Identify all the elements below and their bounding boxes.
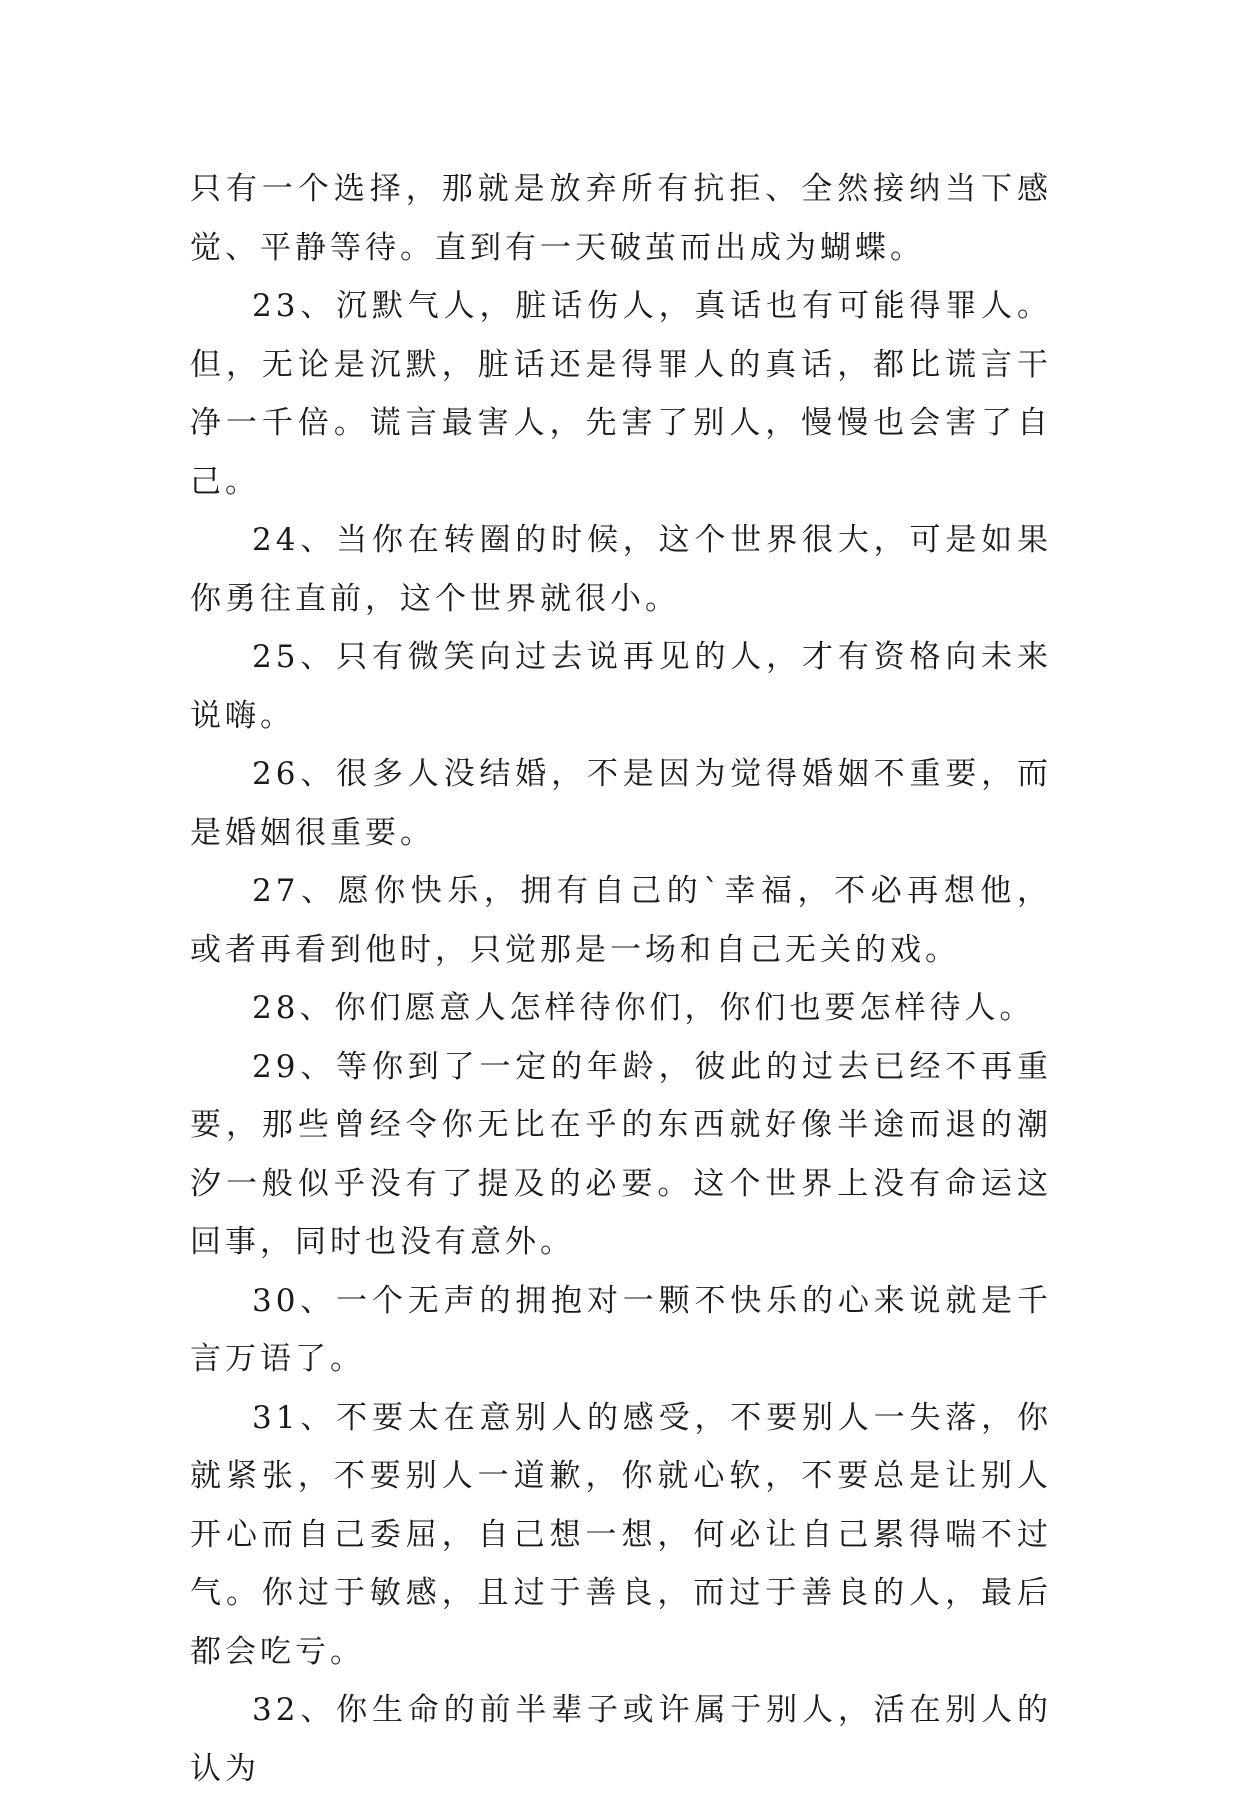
paragraph-24: 24、当你在转圈的时候，这个世界很大，可是如果你勇往直前，这个世界就很小。: [190, 522, 1052, 617]
paragraph-30: 30、一个无声的拥抱对一颗不快乐的心来说就是千言万语了。: [190, 1282, 1052, 1377]
paragraph-29: 29、等你到了一定的年龄，彼此的过去已经不再重要，那些曾经令你无比在乎的东西就好像半途而退的潮汐一般似乎没有了提及的必要。这个世界上没有命运这回事，同时也没有意外。: [190, 1048, 1052, 1260]
paragraph-32: 32、你生命的前半辈子或许属于别人，活在别人的认为: [190, 1692, 1052, 1787]
paragraph-26: 26、很多人没结婚，不是因为觉得婚姻不重要，而是婚姻很重要。: [190, 756, 1052, 851]
paragraph-31: 31、不要太在意别人的感受，不要别人一失落，你就紧张，不要别人一道歉，你就心软，不要总是让别人开心而自己委屈，自己想一想，何必让自己累得喘不过气。你过于敏感，且过于善良，而过于善良的人，最后都会吃亏。: [190, 1399, 1052, 1670]
paragraph-25: 25、只有微笑向过去说再见的人，才有资格向未来说嗨。: [190, 639, 1052, 734]
paragraph-continuation: 只有一个选择，那就是放弃所有抗拒、全然接纳当下感觉、平静等待。直到有一天破茧而出成为蝴蝶。: [190, 171, 1052, 266]
document-body: [190, 160, 1052, 1798]
paragraph-27: 27、愿你快乐，拥有自己的`幸福，不必再想他，或者再看到他时，只觉那是一场和自己无关的戏。: [190, 873, 1052, 968]
paragraph-23: 23、沉默气人，脏话伤人，真话也有可能得罪人。但，无论是沉默，脏话还是得罪人的真话，都比谎言干净一千倍。谎言最害人，先害了别人，慢慢也会害了自己。: [190, 288, 1052, 500]
paragraph-28: 28、你们愿意人怎样待你们，你们也要怎样待人。: [252, 990, 1035, 1026]
